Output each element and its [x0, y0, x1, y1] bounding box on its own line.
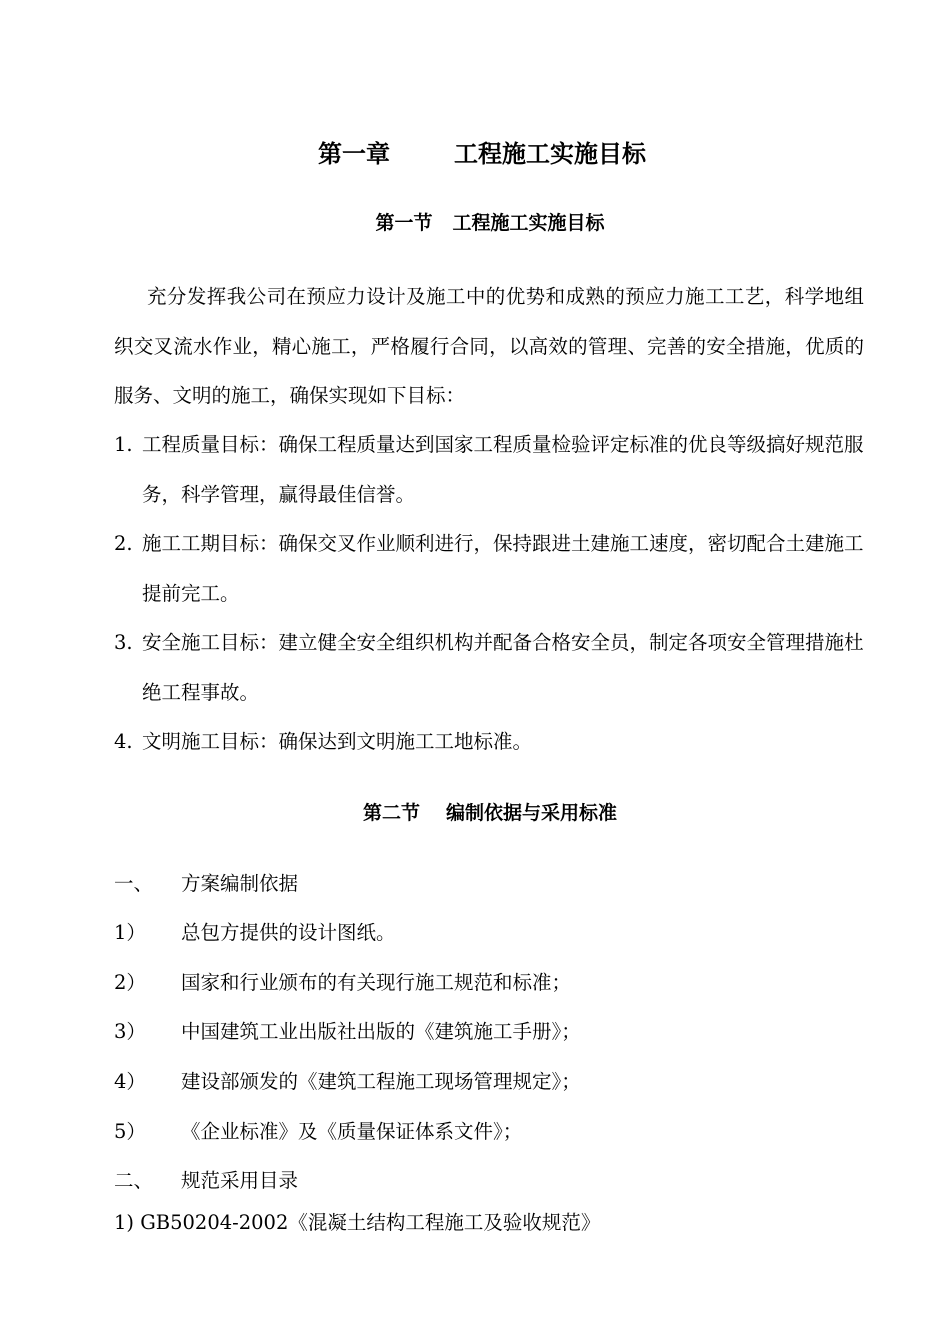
- goal-text: 安全施工目标：建立健全安全组织机构并配备合格安全员，制定各项安全管理措施杜绝工程事故。: [142, 631, 864, 704]
- basis-item-number: 3）: [114, 1020, 146, 1043]
- basis-item-4: [114, 1067, 581, 1097]
- spec-heading: [114, 1166, 298, 1196]
- section-2-label: 第二节: [362, 802, 420, 824]
- chapter-title: [0, 136, 950, 172]
- section-1-label: 第一节: [375, 212, 433, 234]
- section-1-title-text: 工程施工实施目标: [452, 212, 605, 234]
- spec-heading-text: 规范采用目录: [181, 1169, 299, 1192]
- goal-item-2: [114, 519, 864, 618]
- basis-heading-number: 一、: [114, 872, 154, 895]
- basis-item-number: 4）: [114, 1070, 146, 1093]
- goal-text: 工程质量目标：确保工程质量达到国家工程质量检验评定标准的优良等级搞好规范服务，科学管理，赢得最佳信誉。: [142, 433, 864, 506]
- goal-number: 3.: [114, 631, 133, 654]
- section-1-title: [0, 208, 950, 238]
- section-2-title: [0, 798, 950, 828]
- goal-number: 1.: [114, 433, 133, 456]
- chapter-label: 第一章: [318, 140, 390, 168]
- intro-paragraph: 充分发挥我公司在预应力设计及施工中的优势和成熟的预应力施工工艺，科学地组织交叉流水作业，精心施工，严格履行合同，以高效的管理、完善的安全措施，优质的服务、文明的施工，确保实现如下目标：: [114, 285, 864, 407]
- spec-heading-number: 二、: [114, 1169, 154, 1192]
- basis-item-number: 1）: [114, 921, 146, 944]
- goal-item-1: [114, 420, 864, 519]
- basis-item-text: 《企业标准》及《质量保证体系文件》；: [181, 1120, 523, 1143]
- goal-item-4: [114, 717, 864, 767]
- spec-item-1: 1) GB50204-2002《混凝土结构工程施工及验收规范》: [114, 1211, 601, 1234]
- basis-item-5: [114, 1117, 522, 1147]
- goal-number: 2.: [114, 532, 133, 555]
- basis-item-1: [114, 918, 396, 948]
- goal-text: 文明施工目标：确保达到文明施工工地标准。: [142, 730, 533, 753]
- basis-item-text: 中国建筑工业出版社出版的《建筑施工手册》；: [181, 1020, 581, 1043]
- basis-item-2: [114, 968, 571, 998]
- goal-item-3: [114, 618, 864, 717]
- basis-item-number: 5）: [114, 1120, 146, 1143]
- basis-item-text: 建设部颁发的《建筑工程施工现场管理规定》；: [181, 1070, 581, 1093]
- basis-item-number: 2）: [114, 971, 146, 994]
- goal-text: 施工工期目标：确保交叉作业顺利进行，保持跟进土建施工速度，密切配合土建施工提前完工。: [142, 532, 864, 605]
- chapter-title-text: 工程施工实施目标: [454, 140, 646, 168]
- goal-number: 4.: [114, 730, 133, 753]
- basis-item-3: [114, 1017, 581, 1047]
- basis-item-text: 国家和行业颁布的有关现行施工规范和标准；: [181, 971, 572, 994]
- basis-heading-text: 方案编制依据: [181, 872, 299, 895]
- basis-heading: [114, 869, 298, 899]
- basis-item-text: 总包方提供的设计图纸。: [181, 921, 396, 944]
- section-2-title-text: 编制依据与采用标准: [446, 802, 618, 824]
